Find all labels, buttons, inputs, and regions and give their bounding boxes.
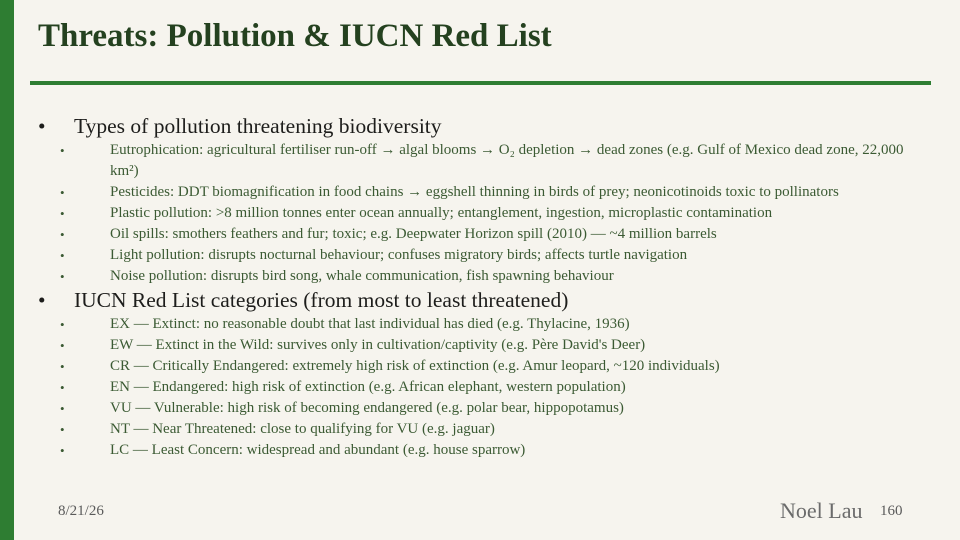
list-item-text: EN — Endangered: high risk of extinction (e.g. African elephant, western population) [110, 379, 626, 395]
bullet-icon: • [60, 359, 65, 374]
section-heading-text: IUCN Red List categories (from most to least threatened) [74, 288, 569, 312]
list-item [38, 266, 923, 287]
list-item-text: Plastic pollution: >8 million tonnes enter ocean annually; entanglement, ingestion, microplastic contamination [110, 205, 773, 221]
list-item-text: Noise pollution: disrupts bird song, whale communication, fish spawning behaviour [110, 268, 614, 284]
list-item [38, 377, 923, 398]
list-item [38, 419, 923, 440]
section-heading [38, 287, 923, 313]
section-heading [38, 113, 923, 139]
bullet-icon: • [60, 422, 65, 437]
list-item [38, 356, 923, 377]
slide-body [38, 113, 923, 461]
list-item [38, 224, 923, 245]
list-item-text: EW — Extinct in the Wild: survives only in cultivation/captivity (e.g. Père David's Deer) [110, 337, 646, 353]
list-item-text: LC — Least Concern: widespread and abundant (e.g. house sparrow) [110, 442, 526, 458]
footer-author: Noel Lau [780, 498, 863, 523]
list-item [38, 314, 923, 335]
section-heading-text: Types of pollution threatening biodiversity [74, 114, 442, 138]
bullet-icon: • [60, 380, 65, 395]
list-item-text: NT — Near Threatened: close to qualifying for VU (e.g. jaguar) [110, 421, 495, 437]
list-item-text: VU — Vulnerable: high risk of becoming endangered (e.g. polar bear, hippopotamus) [110, 400, 624, 416]
bullet-icon: • [38, 114, 46, 138]
list-item [38, 182, 923, 203]
list-item [38, 203, 923, 224]
bullet-icon: • [60, 317, 65, 332]
list-item [38, 245, 923, 266]
list-item-text: CR — Critically Endangered: extremely high risk of extinction (e.g. Amur leopard, ~120 individuals) [110, 358, 720, 374]
bullet-icon: • [60, 338, 65, 353]
list-item-text: Pesticides: DDT biomagnification in food chains → eggshell thinning in birds of prey; neonicotinoids toxic to pollinators [110, 184, 839, 200]
accent-side-bar [0, 0, 14, 540]
bullet-icon: • [60, 185, 65, 200]
bullet-icon: • [60, 206, 65, 221]
bullet-icon: • [60, 227, 65, 242]
list-item-text: EX — Extinct: no reasonable doubt that last individual has died (e.g. Thylacine, 1936) [110, 316, 630, 332]
list-item-text: Light pollution: disrupts nocturnal behaviour; confuses migratory birds; affects turtle navigation [110, 247, 688, 263]
slide-title: Threats: Pollution & IUCN Red List [38, 18, 552, 54]
footer-date: 8/21/26 [58, 503, 104, 519]
pollution-list [38, 140, 923, 287]
list-item [38, 140, 923, 182]
list-item-text: Oil spills: smothers feathers and fur; toxic; e.g. Deepwater Horizon spill (2010) — ~4 million barrels [110, 226, 717, 242]
bullet-icon: • [60, 401, 65, 416]
title-underline [30, 81, 931, 85]
bullet-icon: • [60, 143, 65, 158]
list-item [38, 335, 923, 356]
bullet-icon: • [60, 443, 65, 458]
list-item-text: Eutrophication: agricultural fertiliser run-off → algal blooms → O₂ depletion → dead zones (e.g. Gulf of Mexico dead zone, 22,000 km²) [110, 142, 904, 179]
page-number: 160 [880, 503, 903, 519]
list-item [38, 440, 923, 461]
bullet-icon: • [38, 288, 46, 312]
bullet-icon: • [60, 248, 65, 263]
iucn-category-list [38, 314, 923, 461]
list-item [38, 398, 923, 419]
bullet-icon: • [60, 269, 65, 284]
